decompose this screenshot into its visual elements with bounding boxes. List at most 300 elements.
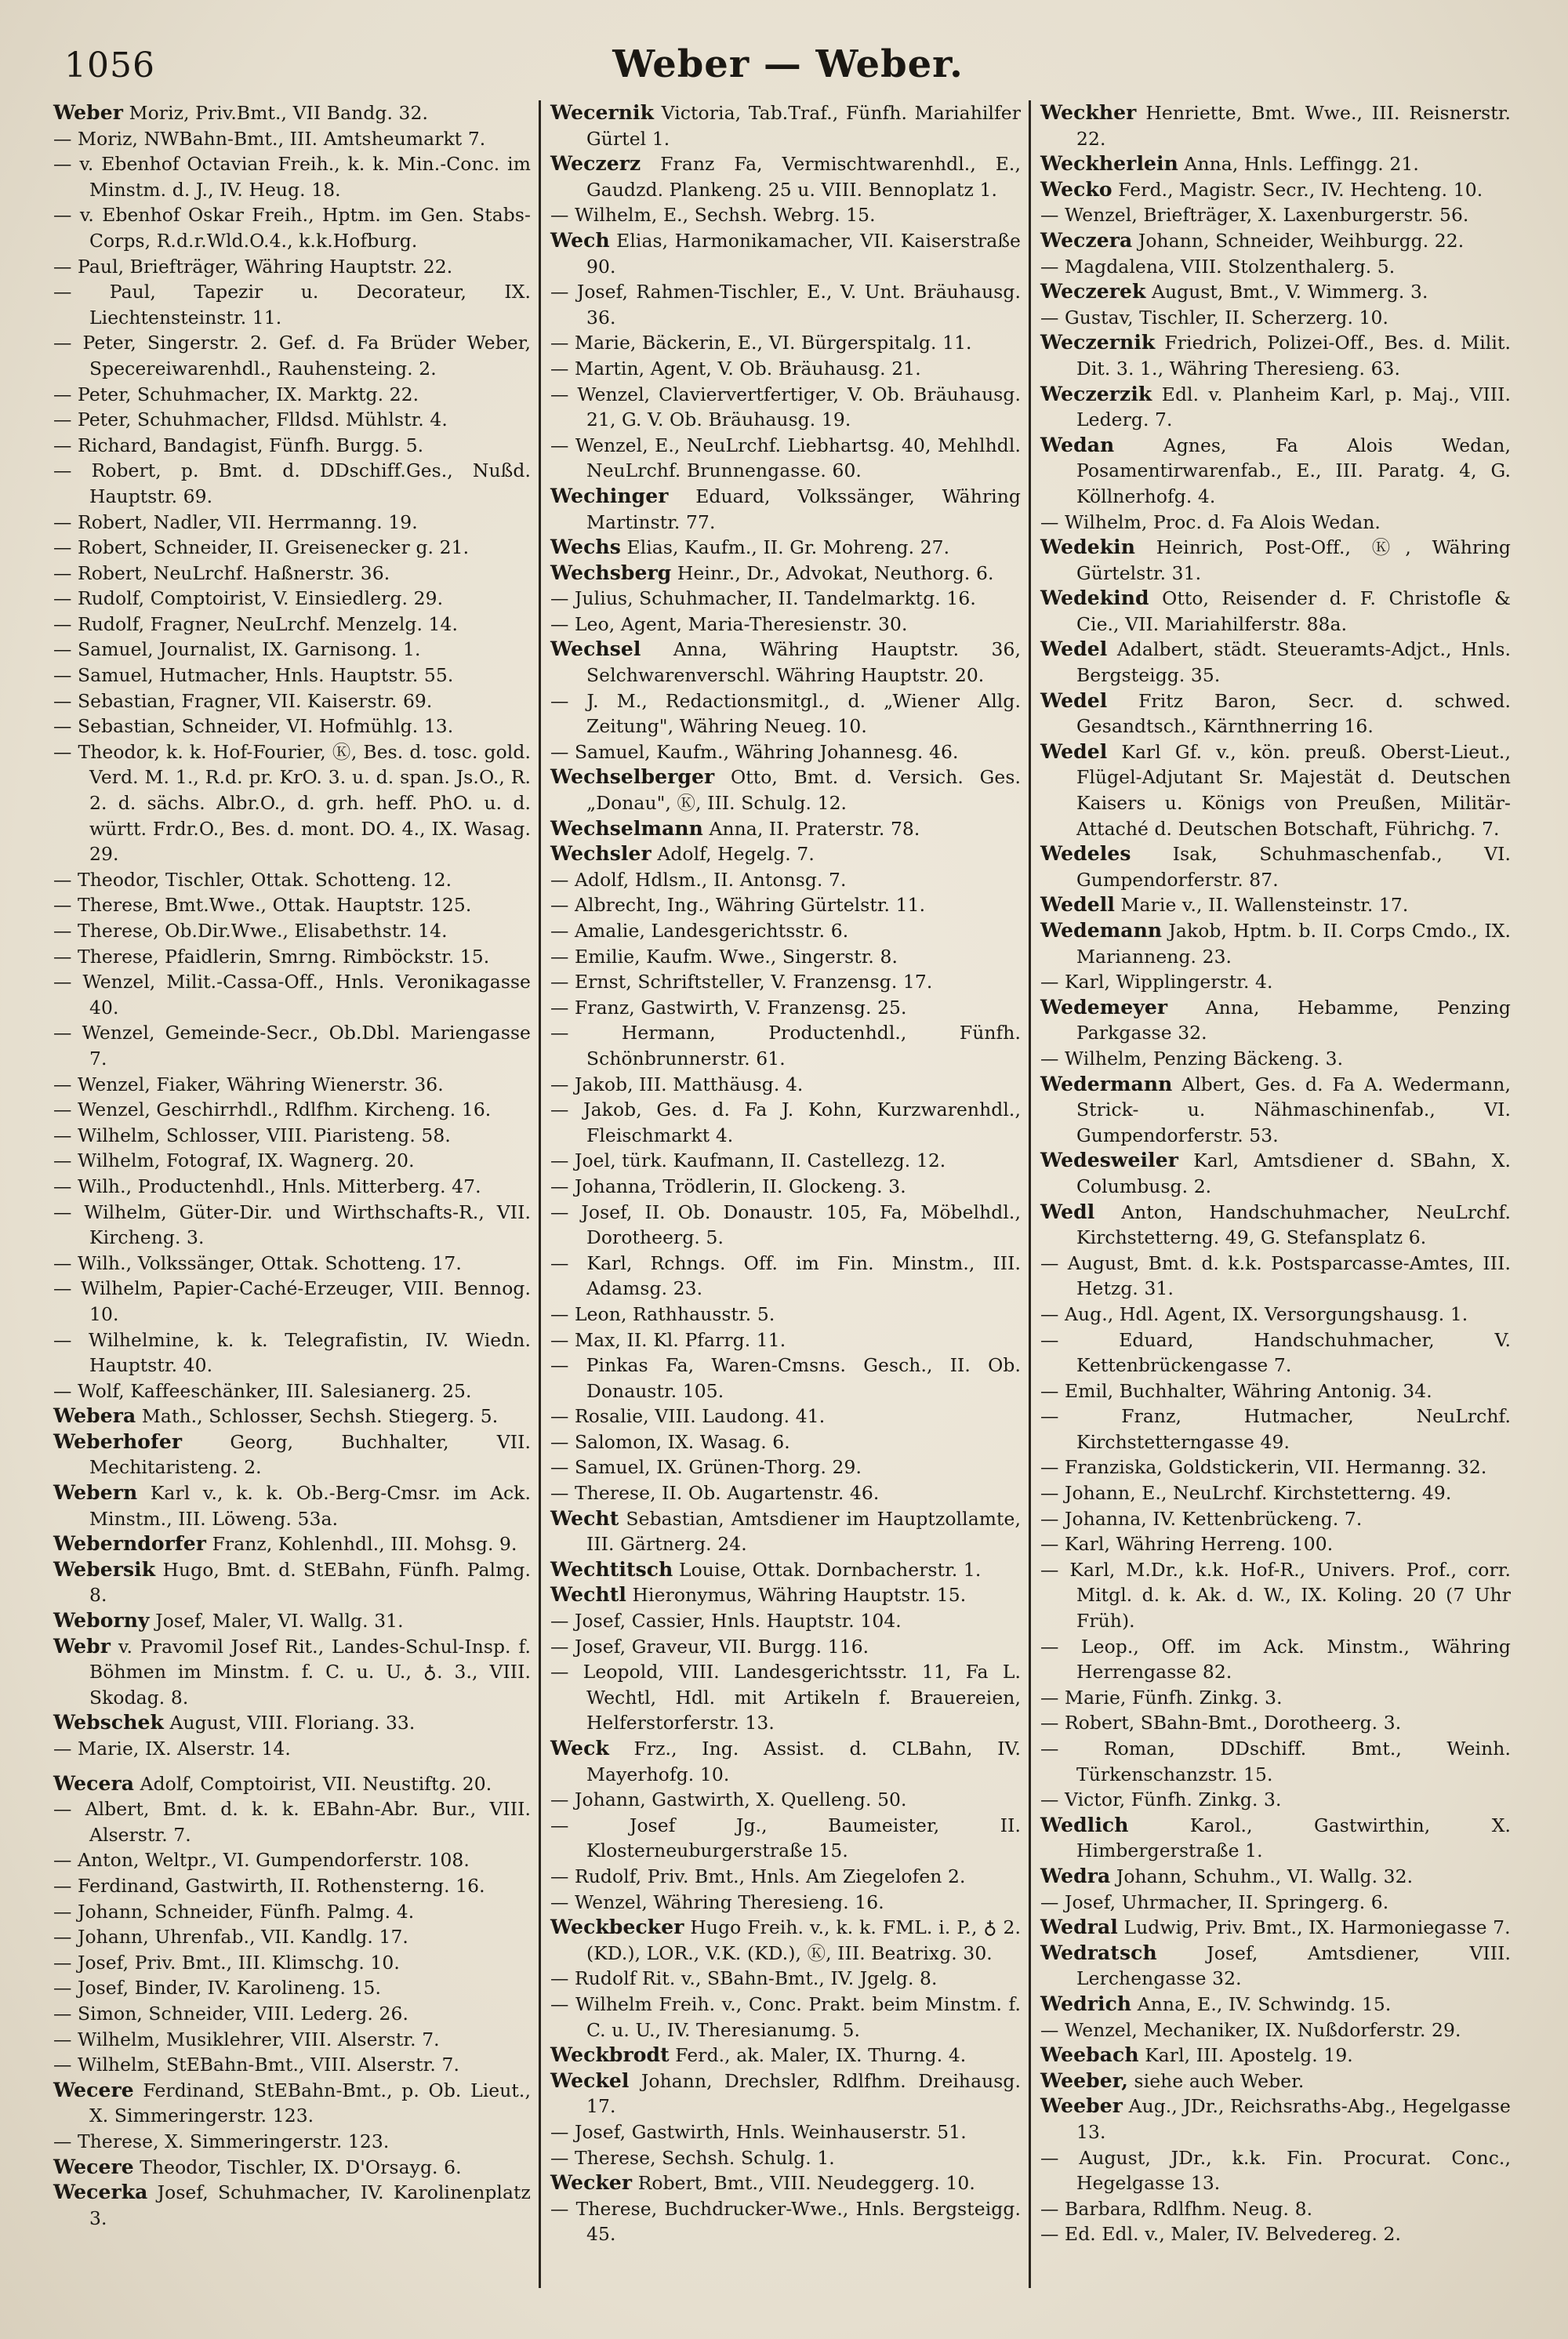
directory-entry: [53, 100, 531, 126]
directory-entry: [53, 586, 531, 612]
directory-entry: [1040, 1710, 1511, 1736]
entry-details: — Therese, X. Simmeringerstr. 123.: [53, 2130, 390, 2152]
entry-details: — Wilhelmine, k. k. Telegrafistin, IV. Wiedn. Hauptstr. 40.: [53, 1328, 531, 1377]
entry-surname: Wedemeyer: [1040, 995, 1168, 1019]
directory-entry: [53, 867, 531, 893]
entry-surname: Weczerz: [550, 152, 641, 176]
entry-details: — Pinkas Fa, Waren-Cmsns. Gesch., II. Ob. Donaustr. 105.: [550, 1354, 1021, 1402]
entry-details: — Leon, Rathhausstr. 5.: [550, 1302, 775, 1325]
entry-surname: Weckel: [550, 2068, 630, 2092]
entry-details: Johann, Schuhm., VI. Wallg. 32.: [1116, 1865, 1414, 1887]
directory-entry: [53, 918, 531, 944]
directory-entry: [550, 1148, 1021, 1174]
directory-entry: [550, 330, 1021, 356]
directory-entry: [53, 1404, 531, 1429]
entry-surname: Wechsberg: [550, 561, 672, 584]
directory-entry: [1040, 1531, 1511, 1557]
entry-details: — Wenzel, Briefträger, X. Laxenburgerstr. 56.: [1040, 204, 1469, 227]
directory-entry: [550, 1429, 1021, 1455]
entry-details: — Wilhelm, StEBahn-Bmt., VIII. Alserstr. 7.: [53, 2054, 459, 2076]
entry-details: — Rudolf, Comptoirist, V. Einsiedlerg. 29.: [53, 587, 444, 610]
entry-details: — Wilhelm Freih. v., Conc. Prakt. beim Minstm. f. C. u. U., IV. Theresianumg. 5.: [550, 1992, 1021, 2041]
entry-details: Adalbert, städt. Steueramts-Adjct., Hnls. Bergsteigg. 35.: [1076, 638, 1511, 687]
directory-entry: [1040, 1046, 1511, 1072]
directory-entry: [550, 100, 1021, 151]
directory-entry: [53, 1200, 531, 1251]
entry-details: Agnes, Fa Alois Wedan, Posamentirwarenfab., E., III. Paratg. 4, G. Köllnerhofg. 4.: [1076, 434, 1511, 507]
entry-details: — Theodor, Tischler, Ottak. Schotteng. 12.: [53, 868, 452, 891]
entry-surname: Wedl: [1040, 1200, 1095, 1223]
entry-details: Otto, Reisender d. F. Christofle & Cie., VII. Mariahilferstr. 88a.: [1076, 587, 1511, 635]
directory-entry: [1040, 228, 1511, 254]
entry-details: Anna, II. Praterstr. 78.: [709, 817, 920, 840]
entry-details: — Albrecht, Ing., Währing Gürtelstr. 11.: [550, 894, 926, 917]
entry-details: — Hermann, Productenhdl., Fünfh. Schönbrunnerstr. 61.: [550, 1022, 1021, 1070]
entry-surname: Webersik: [53, 1557, 156, 1581]
entry-details: — Karl, M.Dr., k.k. Hof-R., Univers. Prof., corr. Mitgl. d. k. Ak. d. W., IX. Koling. 20 (7 Uhr Früh).: [1040, 1558, 1511, 1633]
directory-entry: [53, 714, 531, 739]
directory-entry: [550, 1966, 1021, 1992]
entry-details: Anton, Handschuhmacher, NeuLrchf. Kirchstetterng. 49, G. Stefansplatz 6.: [1076, 1200, 1511, 1249]
directory-entry: [550, 1582, 1021, 1608]
directory-entry: [1040, 1480, 1511, 1506]
entry-details: Math., Schlosser, Sechsh. Stiegerg. 5.: [141, 1405, 499, 1428]
directory-entry: [550, 2119, 1021, 2145]
entry-details: — Wilh., Productenhdl., Hnls. Mitterberg. 47.: [53, 1175, 481, 1197]
entry-details: siehe auch Weber.: [1134, 2069, 1305, 2092]
directory-entry: [550, 1915, 1021, 1966]
entry-details: Georg, Buchhalter, VII. Mechitaristeng. 2.: [89, 1430, 531, 1479]
directory-entry: [550, 969, 1021, 995]
entry-details: — Wilhelm, Schlosser, VIII. Piaristeng. 58.: [53, 1124, 451, 1146]
entry-details: — Wilhelm, Fotograf, IX. Wagnerg. 20.: [53, 1150, 415, 1172]
entry-surname: Wechtitsch: [550, 1557, 673, 1581]
entry-details: — Therese, Buchdrucker-Wwe., Hnls. Bergsteigg. 45.: [550, 2197, 1021, 2246]
entry-surname: Wechtl: [550, 1583, 626, 1607]
directory-entry: [550, 202, 1021, 228]
entry-details: Anna, E., IV. Schwindg. 15.: [1137, 1992, 1392, 2015]
entry-details: — Wenzel, Gemeinde-Secr., Ob.Dbl. Mariengasse 7.: [53, 1022, 531, 1070]
directory-entry: [1040, 177, 1511, 203]
entry-surname: Wedratsch: [1040, 1941, 1157, 1964]
entry-details: — Paul, Briefträger, Währing Hauptstr. 22.: [53, 255, 453, 278]
directory-entry: [550, 765, 1021, 815]
entry-details: — Max, II. Kl. Pfarrg. 11.: [550, 1328, 786, 1351]
entry-details: — Rudolf, Priv. Bmt., Hnls. Am Ziegelofen 2.: [550, 1865, 966, 1887]
entry-details: — v. Ebenhof Octavian Freih., k. k. Min.-Conc. im Minstm. d. J., IV. Heug. 18.: [53, 153, 531, 201]
entry-surname: Wedel: [1040, 739, 1108, 763]
entry-details: Josef, Schuhmacher, IV. Karolinenplatz 3.: [89, 2181, 531, 2229]
entry-details: — Aug., Hdl. Agent, IX. Versorgungshausg. 1.: [1040, 1302, 1468, 1325]
directory-entry: [550, 433, 1021, 484]
entry-details: — Magdalena, VIII. Stolzenthalerg. 5.: [1040, 255, 1396, 278]
directory-entry: [53, 561, 531, 587]
entry-surname: Wedrich: [1040, 1992, 1132, 2015]
entry-surname: Webr: [53, 1634, 111, 1658]
entry-surname: Wedemann: [1040, 919, 1163, 942]
entry-details: Albert, Ges. d. Fa A. Wedermann, Strick- u. Nähmaschinenfab., VI. Gumpendorferstr. 53.: [1076, 1073, 1511, 1146]
entry-details: — Samuel, IX. Grünen-Thorg. 29.: [550, 1456, 862, 1479]
directory-entry: [550, 1506, 1021, 1557]
directory-entry: [53, 1847, 531, 1873]
entry-details: Anna, Währing Hauptstr. 36, Selchwarenverschl. Währing Hauptstr. 20.: [586, 638, 1021, 687]
directory-entry: [550, 586, 1021, 612]
entry-details: — v. Ebenhof Oskar Freih., Hptm. im Gen. Stabs-Corps, R.d.r.Wld.O.4., k.k.Hofburg.: [53, 204, 531, 252]
entry-details: Frz., Ing. Assist. d. CLBahn, IV. Mayerhofg. 10.: [586, 1738, 1021, 1785]
directory-entry: [550, 1200, 1021, 1251]
entry-details: — Julius, Schuhmacher, II. Tandelmarktg. 16.: [550, 587, 976, 610]
entry-details: — Anton, Weltpr., VI. Gumpendorferstr. 108.: [53, 1849, 470, 1872]
entry-details: Theodor, Tischler, IX. D'Orsayg. 6.: [140, 2156, 462, 2178]
entry-details: — Robert, Schneider, II. Greisenecker g. 21.: [53, 536, 470, 559]
directory-entry: [550, 1992, 1021, 2043]
directory-entry: [53, 2001, 531, 2027]
entry-details: Karol., Gastwirthin, X. Himbergerstraße 1.: [1076, 1814, 1511, 1862]
directory-entry: [53, 1950, 531, 1976]
entry-details: Josef, Maler, VI. Wallg. 31.: [155, 1610, 404, 1633]
directory-entry: [1040, 1302, 1511, 1327]
column-middle: [539, 100, 1029, 2288]
directory-entry: [550, 1302, 1021, 1327]
entry-details: Ferd., Magistr. Secr., IV. Hechteng. 10.: [1118, 178, 1483, 201]
entry-details: Karl v., k. k. Ob.-Berg-Cmsr. im Ack. Minstm., III. Löweng. 53a.: [89, 1482, 531, 1530]
entry-details: — Josef, Rahmen-Tischler, E., V. Unt. Bräuhausg. 36.: [550, 281, 1021, 329]
entry-surname: Wedekin: [1040, 536, 1136, 559]
entry-details: — August, JDr., k.k. Fin. Procurat. Conc., Hegelgasse 13.: [1040, 2146, 1511, 2195]
entry-details: Johann, Schneider, Weihburgg. 22.: [1138, 229, 1465, 252]
directory-entry: [550, 151, 1021, 202]
entry-details: Eduard, Volkssänger, Währing Martinstr. 77.: [586, 485, 1021, 533]
entry-details: — Leop., Off. im Ack. Minstm., Währing Herrengasse 82.: [1040, 1635, 1511, 1683]
directory-entry: [1040, 1378, 1511, 1404]
directory-entry: [1040, 1557, 1511, 1634]
directory-entry: [550, 1864, 1021, 1890]
directory-entry: [1040, 637, 1511, 688]
entry-details: — Victor, Fünfh. Zinkg. 3.: [1040, 1789, 1282, 1811]
directory-entry: [53, 2027, 531, 2053]
directory-entry: [550, 1813, 1021, 1864]
directory-entry: [53, 1796, 531, 1847]
entry-details: — Wenzel, E., NeuLrchf. Liebhartsg. 40, Mehlhdl. NeuLrchf. Brunnengasse. 60.: [550, 434, 1021, 482]
entry-details: — Therese, Ob.Dir.Wwe., Elisabethstr. 14.: [53, 920, 448, 942]
entry-surname: Wecera: [53, 1771, 135, 1795]
entry-surname: Wechselmann: [550, 816, 703, 840]
directory-entry: [550, 382, 1021, 433]
entry-surname: Weczerzik: [1040, 382, 1152, 405]
page-number: 1056: [64, 45, 155, 85]
entry-details: — Johann, Schneider, Fünfh. Palmg. 4.: [53, 1900, 415, 1923]
entry-surname: Wechselberger: [550, 765, 715, 789]
directory-entry: [550, 944, 1021, 970]
entry-details: — Wilhelm, E., Sechsh. Webrg. 15.: [550, 204, 876, 227]
entry-details: — August, Bmt. d. k.k. Postsparcasse-Amtes, III. Hetzg. 31.: [1040, 1251, 1511, 1300]
directory-entry: [53, 382, 531, 408]
entry-details: — Josef, Gastwirth, Hnls. Weinhauserstr. 51.: [550, 2120, 967, 2143]
entry-details: — Rudolf, Fragner, NeuLrchf. Menzelg. 14.: [53, 612, 459, 635]
directory-entry: [53, 2129, 531, 2155]
entry-details: — Robert, NeuLrchf. Haßnerstr. 36.: [53, 561, 390, 584]
directory-entry: [1040, 841, 1511, 892]
directory-entry: [1040, 1327, 1511, 1378]
entry-details: Ludwig, Priv. Bmt., IX. Harmoniegasse 7.: [1123, 1916, 1511, 1939]
directory-entry: [53, 2052, 531, 2078]
entry-details: — Franziska, Goldstickerin, VII. Hermanng. 32.: [1040, 1456, 1487, 1479]
directory-entry: [550, 2043, 1021, 2068]
entry-details: — Franz, Hutmacher, NeuLrchf. Kirchstetterngasse 49.: [1040, 1405, 1511, 1453]
directory-entry: [550, 918, 1021, 944]
directory-entry: [550, 1659, 1021, 1736]
directory-entry: [53, 1736, 531, 1762]
entry-surname: Wedermann: [1040, 1072, 1173, 1095]
directory-entry: [1040, 1148, 1511, 1199]
entry-details: Hugo Freih. v., k. k. FML. i. P., ♁ 2. (KD.), LOR., V.K. (KD.), Ⓚ, III. Beatrixg. 30.: [586, 1916, 1021, 1964]
directory-entry: [1040, 1506, 1511, 1532]
directory-entry: [550, 279, 1021, 330]
entry-details: — Marie, Fünfh. Zinkg. 3.: [1040, 1686, 1283, 1709]
entry-details: — Therese, Bmt.Wwe., Ottak. Hauptstr. 125.: [53, 894, 472, 917]
entry-details: — Johanna, IV. Kettenbrückeng. 7.: [1040, 1507, 1363, 1530]
entry-details: — Rudolf Rit. v., SBahn-Bmt., IV. Jgelg. 8.: [550, 1967, 938, 1990]
directory-entry: [550, 1736, 1021, 1787]
directory-entry: [1040, 1941, 1511, 1992]
entry-details: — Johann, Uhrenfab., VII. Kandlg. 17.: [53, 1926, 408, 1949]
entry-details: v. Pravomil Josef Rit., Landes-Schul-Insp. f. Böhmen im Minstm. f. C. u. U., ♁. 3., VIII. Skodag. 8.: [89, 1635, 531, 1709]
entry-details: — Salomon, IX. Wasag. 6.: [550, 1430, 790, 1453]
directory-entry: [1040, 2018, 1511, 2043]
directory-entry: [1040, 1072, 1511, 1149]
directory-entry: [1040, 535, 1511, 586]
entry-surname: Weczera: [1040, 228, 1133, 252]
entry-surname: Wecerka: [53, 2181, 148, 2204]
entry-surname: Wecere: [53, 2155, 134, 2178]
directory-entry: [550, 356, 1021, 382]
entry-details: Hieronymus, Währing Hauptstr. 15.: [632, 1584, 967, 1607]
entry-details: — Ernst, Schriftsteller, V. Franzensg. 17.: [550, 971, 933, 993]
directory-entry: [1040, 1455, 1511, 1480]
entry-details: — Wilh., Volkssänger, Ottak. Schotteng. 17.: [53, 1251, 462, 1274]
entry-surname: Wechsel: [550, 637, 641, 661]
directory-entry: [1040, 2196, 1511, 2222]
entry-surname: Weebach: [1040, 2043, 1139, 2067]
entry-surname: Webera: [53, 1404, 136, 1428]
entry-surname: Wedeles: [1040, 842, 1131, 866]
directory-entry: [1040, 892, 1511, 918]
entry-surname: Weckbecker: [550, 1916, 684, 1939]
directory-entry: [550, 1455, 1021, 1480]
entry-details: — Ed. Edl. v., Maler, IV. Belvedereg. 2.: [1040, 2223, 1402, 2246]
entry-surname: Weckbrodt: [550, 2043, 670, 2067]
entry-details: — Eduard, Handschuhmacher, V. Kettenbrückengasse 7.: [1040, 1328, 1511, 1377]
directory-entry: [1040, 1685, 1511, 1711]
entry-details: — Simon, Schneider, VIII. Lederg. 26.: [53, 2002, 408, 2025]
entry-details: Ferd., ak. Maler, IX. Thurng. 4.: [675, 2044, 967, 2067]
directory-entry: [53, 1097, 531, 1123]
directory-entry: [550, 1634, 1021, 1660]
entry-details: — Richard, Bandagist, Fünfh. Burgg. 5.: [53, 434, 424, 456]
entry-surname: Wedel: [1040, 688, 1108, 712]
entry-surname: Weckher: [1040, 101, 1137, 124]
entry-details: — Therese, II. Ob. Augartenstr. 46.: [550, 1482, 880, 1505]
entry-details: Louise, Ottak. Dornbacherstr. 1.: [678, 1558, 982, 1581]
entry-details: — Ferdinand, Gastwirth, II. Rothensterng. 16.: [53, 1874, 485, 1897]
entry-details: — Martin, Agent, V. Ob. Bräuhausg. 21.: [550, 357, 921, 380]
entry-details: Moriz, Priv.Bmt., VII Bandg. 32.: [129, 102, 429, 124]
directory-entry: [1040, 586, 1511, 637]
directory-entry: [550, 1480, 1021, 1506]
entry-details: — Jakob, III. Matthäusg. 4.: [550, 1073, 804, 1095]
entry-surname: Wech: [550, 228, 610, 252]
entry-details: Johann, Drechsler, Rdlfhm. Dreihausg. 17.: [586, 2069, 1021, 2118]
entry-details: — Karl, Wipplingerstr. 4.: [1040, 971, 1273, 993]
directory-entry: [53, 969, 531, 1020]
entry-details: Franz Fa, Vermischtwarenhdl., E., Gaudzd. Plankeng. 25 u. VIII. Bennoplatz 1.: [586, 153, 1021, 201]
entry-details: — Peter, Schuhmacher, IX. Marktg. 22.: [53, 383, 419, 405]
entry-details: Elias, Harmonikamacher, VII. Kaiserstraße 90.: [586, 229, 1021, 278]
entry-details: Isak, Schuhmaschenfab., VI. Gumpendorferstr. 87.: [1076, 843, 1511, 891]
entry-details: Robert, Bmt., VIII. Neudeggerg. 10.: [637, 2172, 975, 2195]
entry-surname: Weeber: [1040, 2094, 1123, 2118]
directory-entry: [53, 1020, 531, 1071]
entry-surname: Wedral: [1040, 1916, 1118, 1939]
entry-details: — Leopold, VIII. Landesgerichtsstr. 11, Fa L. Wechtl, Hdl. mit Artikeln f. Brauereien, Helferstorferstr. 13.: [550, 1661, 1021, 1734]
directory-entry: [1040, 688, 1511, 739]
entry-details: Karl Gf. v., kön. preuß. Oberst-Lieut., Flügel-Adjutant Sr. Majestät d. Deutschen Kaisers u. Königs von Preußen, Militär-Attaché d. Deutschen Botschaft, Führichg. 7.: [1076, 740, 1511, 840]
entry-surname: Wechsler: [550, 842, 652, 866]
entry-details: — Wenzel, Fiaker, Währing Wienerstr. 36.: [53, 1073, 444, 1095]
entry-surname: Weckherlein: [1040, 152, 1178, 176]
entry-surname: Webern: [53, 1481, 138, 1505]
directory-entry: [550, 484, 1021, 535]
directory-entry: [1040, 1813, 1511, 1864]
entry-details: Henriette, Bmt. Wwe., III. Reisnerstr. 22.: [1076, 102, 1511, 150]
directory-entry: [550, 1890, 1021, 1916]
entry-details: — Emilie, Kaufm. Wwe., Singerstr. 8.: [550, 945, 898, 968]
directory-entry: [53, 892, 531, 918]
entry-details: — Samuel, Hutmacher, Hnls. Hauptstr. 55.: [53, 664, 454, 687]
entry-details: Sebastian, Amtsdiener im Hauptzollamte, III. Gärtnerg. 24.: [586, 1507, 1021, 1556]
directory-entry: [550, 1787, 1021, 1813]
directory-entry: [53, 1771, 531, 1797]
directory-entry: [550, 995, 1021, 1021]
directory-entry: [53, 1899, 531, 1925]
directory-entry: [550, 637, 1021, 688]
directory-entry: [53, 1608, 531, 1634]
entry-surname: Wedra: [1040, 1864, 1111, 1887]
directory-entry: [1040, 2043, 1511, 2068]
directory-entry: [550, 1327, 1021, 1353]
entry-details: — Wenzel, Geschirrhdl., Rdlfhm. Kircheng. 16.: [53, 1099, 492, 1121]
entry-details: — Rosalie, VIII. Laudong. 41.: [550, 1405, 826, 1428]
directory-entry: [550, 816, 1021, 842]
entry-details: — Robert, SBahn-Bmt., Dorotheerg. 3.: [1040, 1712, 1402, 1734]
entry-details: — Josef, Graveur, VII. Burgg. 116.: [550, 1635, 869, 1658]
entry-details: — Johann, E., NeuLrchf. Kirchstetterng. 49.: [1040, 1482, 1452, 1505]
directory-entry: [53, 1378, 531, 1404]
entry-details: — Wilhelm, Musiklehrer, VIII. Alserstr. 7.: [53, 2028, 440, 2050]
directory-entry: [53, 126, 531, 152]
entry-details: — Wenzel, Milit.-Cassa-Off., Hnls. Veronikagasse 40.: [53, 971, 531, 1019]
directory-entry: [53, 1924, 531, 1950]
entry-details: Marie v., II. Wallensteinstr. 17.: [1120, 894, 1409, 917]
entry-details: — Joel, türk. Kaufmann, II. Castellezg. 12.: [550, 1150, 946, 1172]
directory-entry: [53, 1710, 531, 1736]
page-header: [55, 38, 1521, 93]
running-head: Weber — Weber.: [612, 42, 964, 86]
directory-entry: [550, 612, 1021, 637]
directory-entry: [550, 1174, 1021, 1200]
directory-entry: [550, 2068, 1021, 2119]
entry-surname: Wecht: [550, 1506, 619, 1530]
entry-surname: Wecko: [1040, 177, 1112, 201]
directory-entry: [1040, 995, 1511, 1046]
directory-entry: [1040, 2094, 1511, 2145]
entry-details: — Josef Jg., Baumeister, II. Klosterneuburgerstraße 15.: [550, 1814, 1021, 1862]
entry-details: — Josef, II. Ob. Donaustr. 105, Fa, Möbelhdl., Dorotheerg. 5.: [550, 1200, 1021, 1249]
directory-entry: [1040, 433, 1511, 510]
entry-details: Fritz Baron, Secr. d. schwed. Gesandtsch., Kärnthnerring 16.: [1076, 689, 1511, 738]
directory-entry: [53, 1174, 531, 1200]
entry-details: — Wilhelm, Penzing Bäckeng. 3.: [1040, 1047, 1344, 1070]
entry-details: — Moriz, NWBahn-Bmt., III. Amtsheumarkt 7.: [53, 127, 486, 150]
directory-entry: [550, 2170, 1021, 2196]
directory-entry: [1040, 1404, 1511, 1455]
directory-entry: [550, 2145, 1021, 2171]
directory-entry: [1040, 1251, 1511, 1302]
entry-surname: Weczernik: [1040, 331, 1156, 354]
entry-surname: Wechs: [550, 536, 621, 559]
directory-entry: [53, 1429, 531, 1480]
entry-details: — J. M., Redactionsmitgl., d. „Wiener Allg. Zeitung", Währing Neueg. 10.: [550, 689, 1021, 738]
entry-details: — Adolf, Hdlsm., II. Antonsg. 7.: [550, 868, 847, 891]
entry-details: Otto, Bmt. d. Versich. Ges. „Donau", Ⓚ, III. Schulg. 12.: [586, 766, 1021, 815]
directory-entry: [53, 944, 531, 970]
directory-entry: [550, 561, 1021, 587]
entry-details: — Wenzel, Claviervertfertiger, V. Ob. Bräuhausg. 21, G. V. Ob. Bräuhausg. 19.: [550, 383, 1021, 431]
directory-entry: [53, 535, 531, 561]
entry-details: Victoria, Tab.Traf., Fünfh. Mariahilfer Gürtel 1.: [586, 102, 1021, 150]
directory-entry: [1040, 151, 1511, 177]
entry-details: Adolf, Hegelg. 7.: [657, 843, 815, 866]
directory-entry: [53, 663, 531, 688]
entry-details: — Wenzel, Währing Theresieng. 16.: [550, 1890, 884, 1913]
column-right: [1029, 100, 1519, 2288]
entry-details: — Barbara, Rdlfhm. Neug. 8.: [1040, 2197, 1313, 2220]
directory-entry: [53, 279, 531, 330]
directory-entry: [1040, 1787, 1511, 1813]
directory-entry: [53, 637, 531, 663]
directory-entry: [550, 688, 1021, 739]
entry-details: — Josef, Cassier, Hnls. Hauptstr. 104.: [550, 1610, 902, 1633]
entry-surname: Wedesweiler: [1040, 1149, 1179, 1172]
entry-details: — Karl, Währing Herreng. 100.: [1040, 1533, 1334, 1556]
directory-entry: [550, 1251, 1021, 1302]
directory-entry: [550, 228, 1021, 279]
directory-entry: [53, 739, 531, 867]
entry-surname: Weck: [550, 1737, 609, 1760]
directory-entry: [1040, 305, 1511, 331]
directory-entry: [1040, 1992, 1511, 2018]
entry-surname: Wecere: [53, 2078, 134, 2101]
directory-entry: [1040, 969, 1511, 995]
entry-details: — Peter, Singerstr. 2. Gef. d. Fa Brüder Weber, Specereiwarenhdl., Rauhensteing. 2.: [53, 332, 531, 380]
directory-entry: [53, 1123, 531, 1149]
entry-details: — Wilhelm, Proc. d. Fa Alois Wedan.: [1040, 510, 1381, 533]
directory-entry: [53, 458, 531, 509]
directory-entry: [550, 1608, 1021, 1634]
entry-surname: Weberndorfer: [53, 1532, 207, 1556]
entry-details: — Robert, p. Bmt. d. DDschiff.Ges., Nußd. Hauptstr. 69.: [53, 459, 531, 507]
entry-details: August, Bmt., V. Wimmerg. 3.: [1152, 281, 1428, 303]
